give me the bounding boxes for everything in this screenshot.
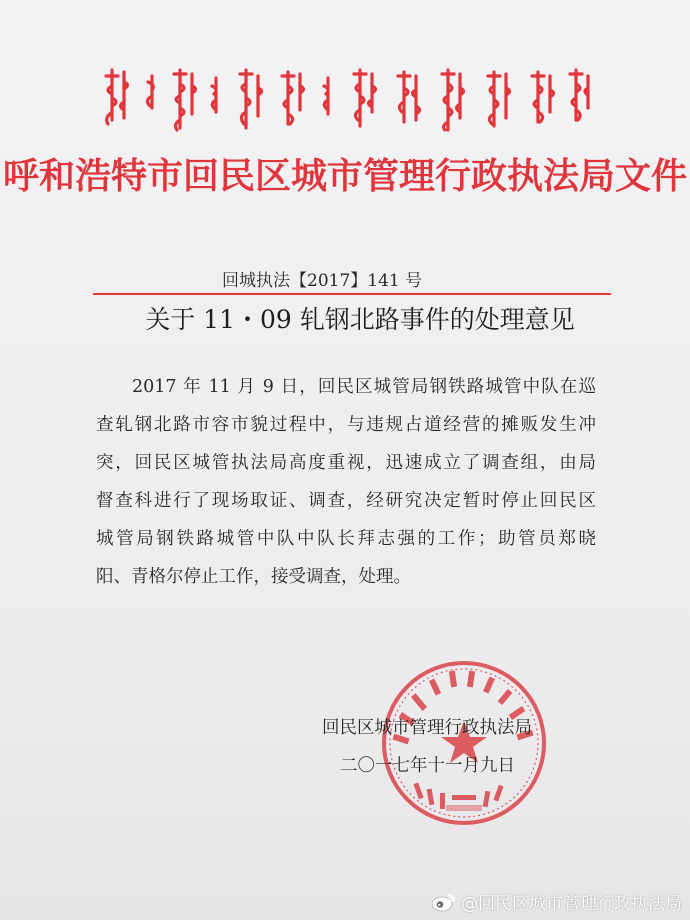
body-line: 查轧钢北路市容市貌过程中，与违规占道经营的摊贩发生冲 bbox=[96, 415, 596, 435]
body-line: 城管局钢铁路城管中队中队长拜志强的工作；助管员郑晓 bbox=[96, 529, 596, 549]
document-number: 回城执法【2017】141 号 bbox=[222, 271, 423, 291]
body-line: 突，回民区城管执法局高度重视，迅速成立了调查组，由局 bbox=[96, 453, 596, 473]
signature-organization: 回民区城市管理行政执法局 bbox=[322, 718, 532, 738]
weibo-watermark bbox=[431, 889, 682, 914]
signature-date: 二〇一七年十一月九日 bbox=[340, 756, 515, 776]
body-line: 2017 年 11 月 9 日，回民区城管局钢铁路城管中队在巡 bbox=[132, 377, 596, 397]
body-line: 阳、青格尔停止工作，接受调查，处理。 bbox=[96, 567, 411, 587]
body-line: 督查科进行了现场取证、调查，经研究决定暂时停止回民区 bbox=[96, 491, 596, 511]
weibo-icon bbox=[431, 892, 457, 912]
watermark-text: @回民区城市管理行政执法局 bbox=[461, 894, 682, 914]
document-body bbox=[96, 368, 596, 596]
issuing-authority-title: 呼和浩特市回民区城市管理行政执法局文件 bbox=[2, 156, 687, 197]
official-seal-icon bbox=[376, 655, 552, 831]
header-divider bbox=[93, 293, 611, 295]
mongolian-header-script bbox=[98, 62, 598, 144]
document-subject: 关于 11・09 轧钢北路事件的处理意见 bbox=[145, 305, 575, 334]
